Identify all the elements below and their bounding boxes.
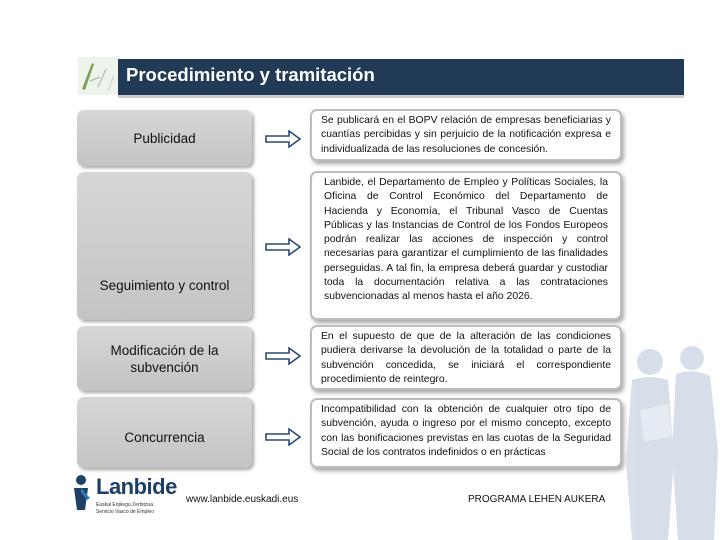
label-box-modificacion: [77, 326, 252, 391]
people-silhouette-graphic: [610, 340, 720, 540]
text-concurrencia: Incompatibilidad con la obtención de cualquier otro tipo de subvención, ayuda o ingreso por el mismo concepto, excepto con las bonificaciones previstas en las cuotas de la Seguridad Social de los contratos indefinidos o en prácticas: [321, 404, 611, 458]
label-seguimiento: Seguimiento y control: [99, 277, 230, 293]
arrow-right-icon: [265, 130, 301, 148]
label-box-concurrencia: [77, 397, 252, 468]
label-box-publicidad: [77, 110, 252, 166]
label-concurrencia: Concurrencia: [124, 430, 205, 445]
text-modificacion: En el supuesto de que de la alteración de las condiciones pudiera derivarse la devolución de la totalidad o parte de la subvención concedida, se iniciará el correspondiente procedimiento de reintegro.: [321, 331, 611, 385]
text-box-concurrencia: [310, 398, 622, 468]
text-box-seguimiento: [310, 171, 622, 320]
header-logo-graphic: [78, 57, 118, 95]
page-title: Procedimiento y tramitación: [126, 64, 375, 85]
text-publicidad: Se publicará en el BOPV relación de empresas beneficiarias y cuantías percibidas y sin perjuicio de la notificación expresa e individualizada de las resoluciones de concesión.: [321, 115, 611, 155]
text-seguimiento: Lanbide, el Departamento de Empleo y Políticas Sociales, la Oficina de Control Económico del Departamento de Hacienda y Economía, el Tribunal Vasco de Cuentas Públicas y las Instancias de Control de los Fondos Europeos podrán realizar las acciones de inspección y control necesarias para garantizar el cumplimiento de las finalidades perseguidas. A tal fin, la empresa deberá guardar y custodiar toda la documentación relativa a las contrataciones subvencionadas al menos hasta el año 2026.: [324, 177, 608, 303]
arrow-right-icon: [265, 238, 301, 256]
label-box-seguimiento: [77, 172, 252, 320]
header-shadow: [118, 95, 684, 98]
text-box-modificacion: [310, 325, 622, 390]
arrow-right-icon: [265, 428, 301, 446]
text-box-publicidad: [310, 109, 622, 161]
arrow-right-icon: [265, 347, 301, 365]
label-publicidad: Publicidad: [133, 130, 196, 146]
logo-subtitle-eu: Euskal Enplegu Zerbitzua: [96, 502, 153, 508]
lanbide-logo-text: Lanbide: [96, 474, 177, 499]
footer-url-link[interactable]: www.lanbide.euskadi.eus: [186, 494, 299, 505]
footer-program-name: PROGRAMA LEHEN AUKERA: [468, 494, 606, 505]
logo-subtitle-es: Servicio Vasco de Empleo: [96, 509, 154, 515]
label-modificacion: Modificación de la subvención: [110, 342, 219, 375]
